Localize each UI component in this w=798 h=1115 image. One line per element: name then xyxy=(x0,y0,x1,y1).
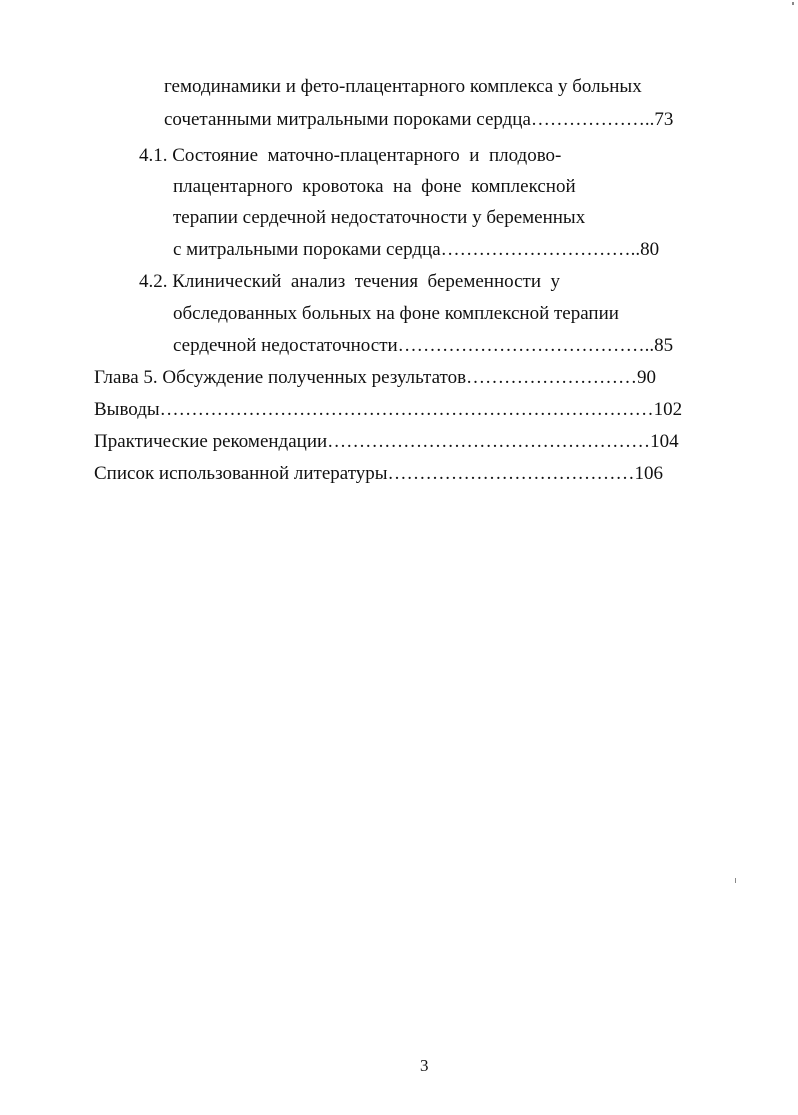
toc-entry-conclusions: Выводы……………………………………………………………………102 xyxy=(94,399,683,420)
page-number: 3 xyxy=(420,1056,429,1075)
toc-entry-4-2-line-1: 4.2. Клинический анализ течения беременности у xyxy=(139,271,561,292)
scan-speck xyxy=(792,2,794,5)
scan-speck xyxy=(735,878,736,883)
toc-entry-chapter-5: Глава 5. Обсуждение полученных результатов………………………90 xyxy=(94,367,657,388)
toc-entry-4-2-line-2: обследованных больных на фоне комплексной терапии xyxy=(173,303,619,324)
toc-entry-4-2-line-3: сердечной недостаточности…………………………………..85 xyxy=(173,335,674,356)
toc-entry-4-1-line-4: с митральными пороками сердца…………………………..80 xyxy=(173,239,660,260)
toc-entry-continuation-line-1: гемодинамики и фето-плацентарного комплекса у больных xyxy=(164,76,642,97)
toc-entry-continuation-line-2: сочетанными митральными пороками сердца………………..73 xyxy=(164,109,674,130)
toc-entry-4-1-line-2: плацентарного кровотока на фоне комплексной xyxy=(173,176,576,197)
toc-entry-references: Список использованной литературы…………………………………106 xyxy=(94,463,664,484)
toc-entry-recommendations: Практические рекомендации……………………………………………104 xyxy=(94,431,679,452)
toc-entry-4-1-line-3: терапии сердечной недостаточности у беременных xyxy=(173,207,586,228)
toc-entry-4-1-line-1: 4.1. Состояние маточно-плацентарного и плодово- xyxy=(139,145,562,166)
